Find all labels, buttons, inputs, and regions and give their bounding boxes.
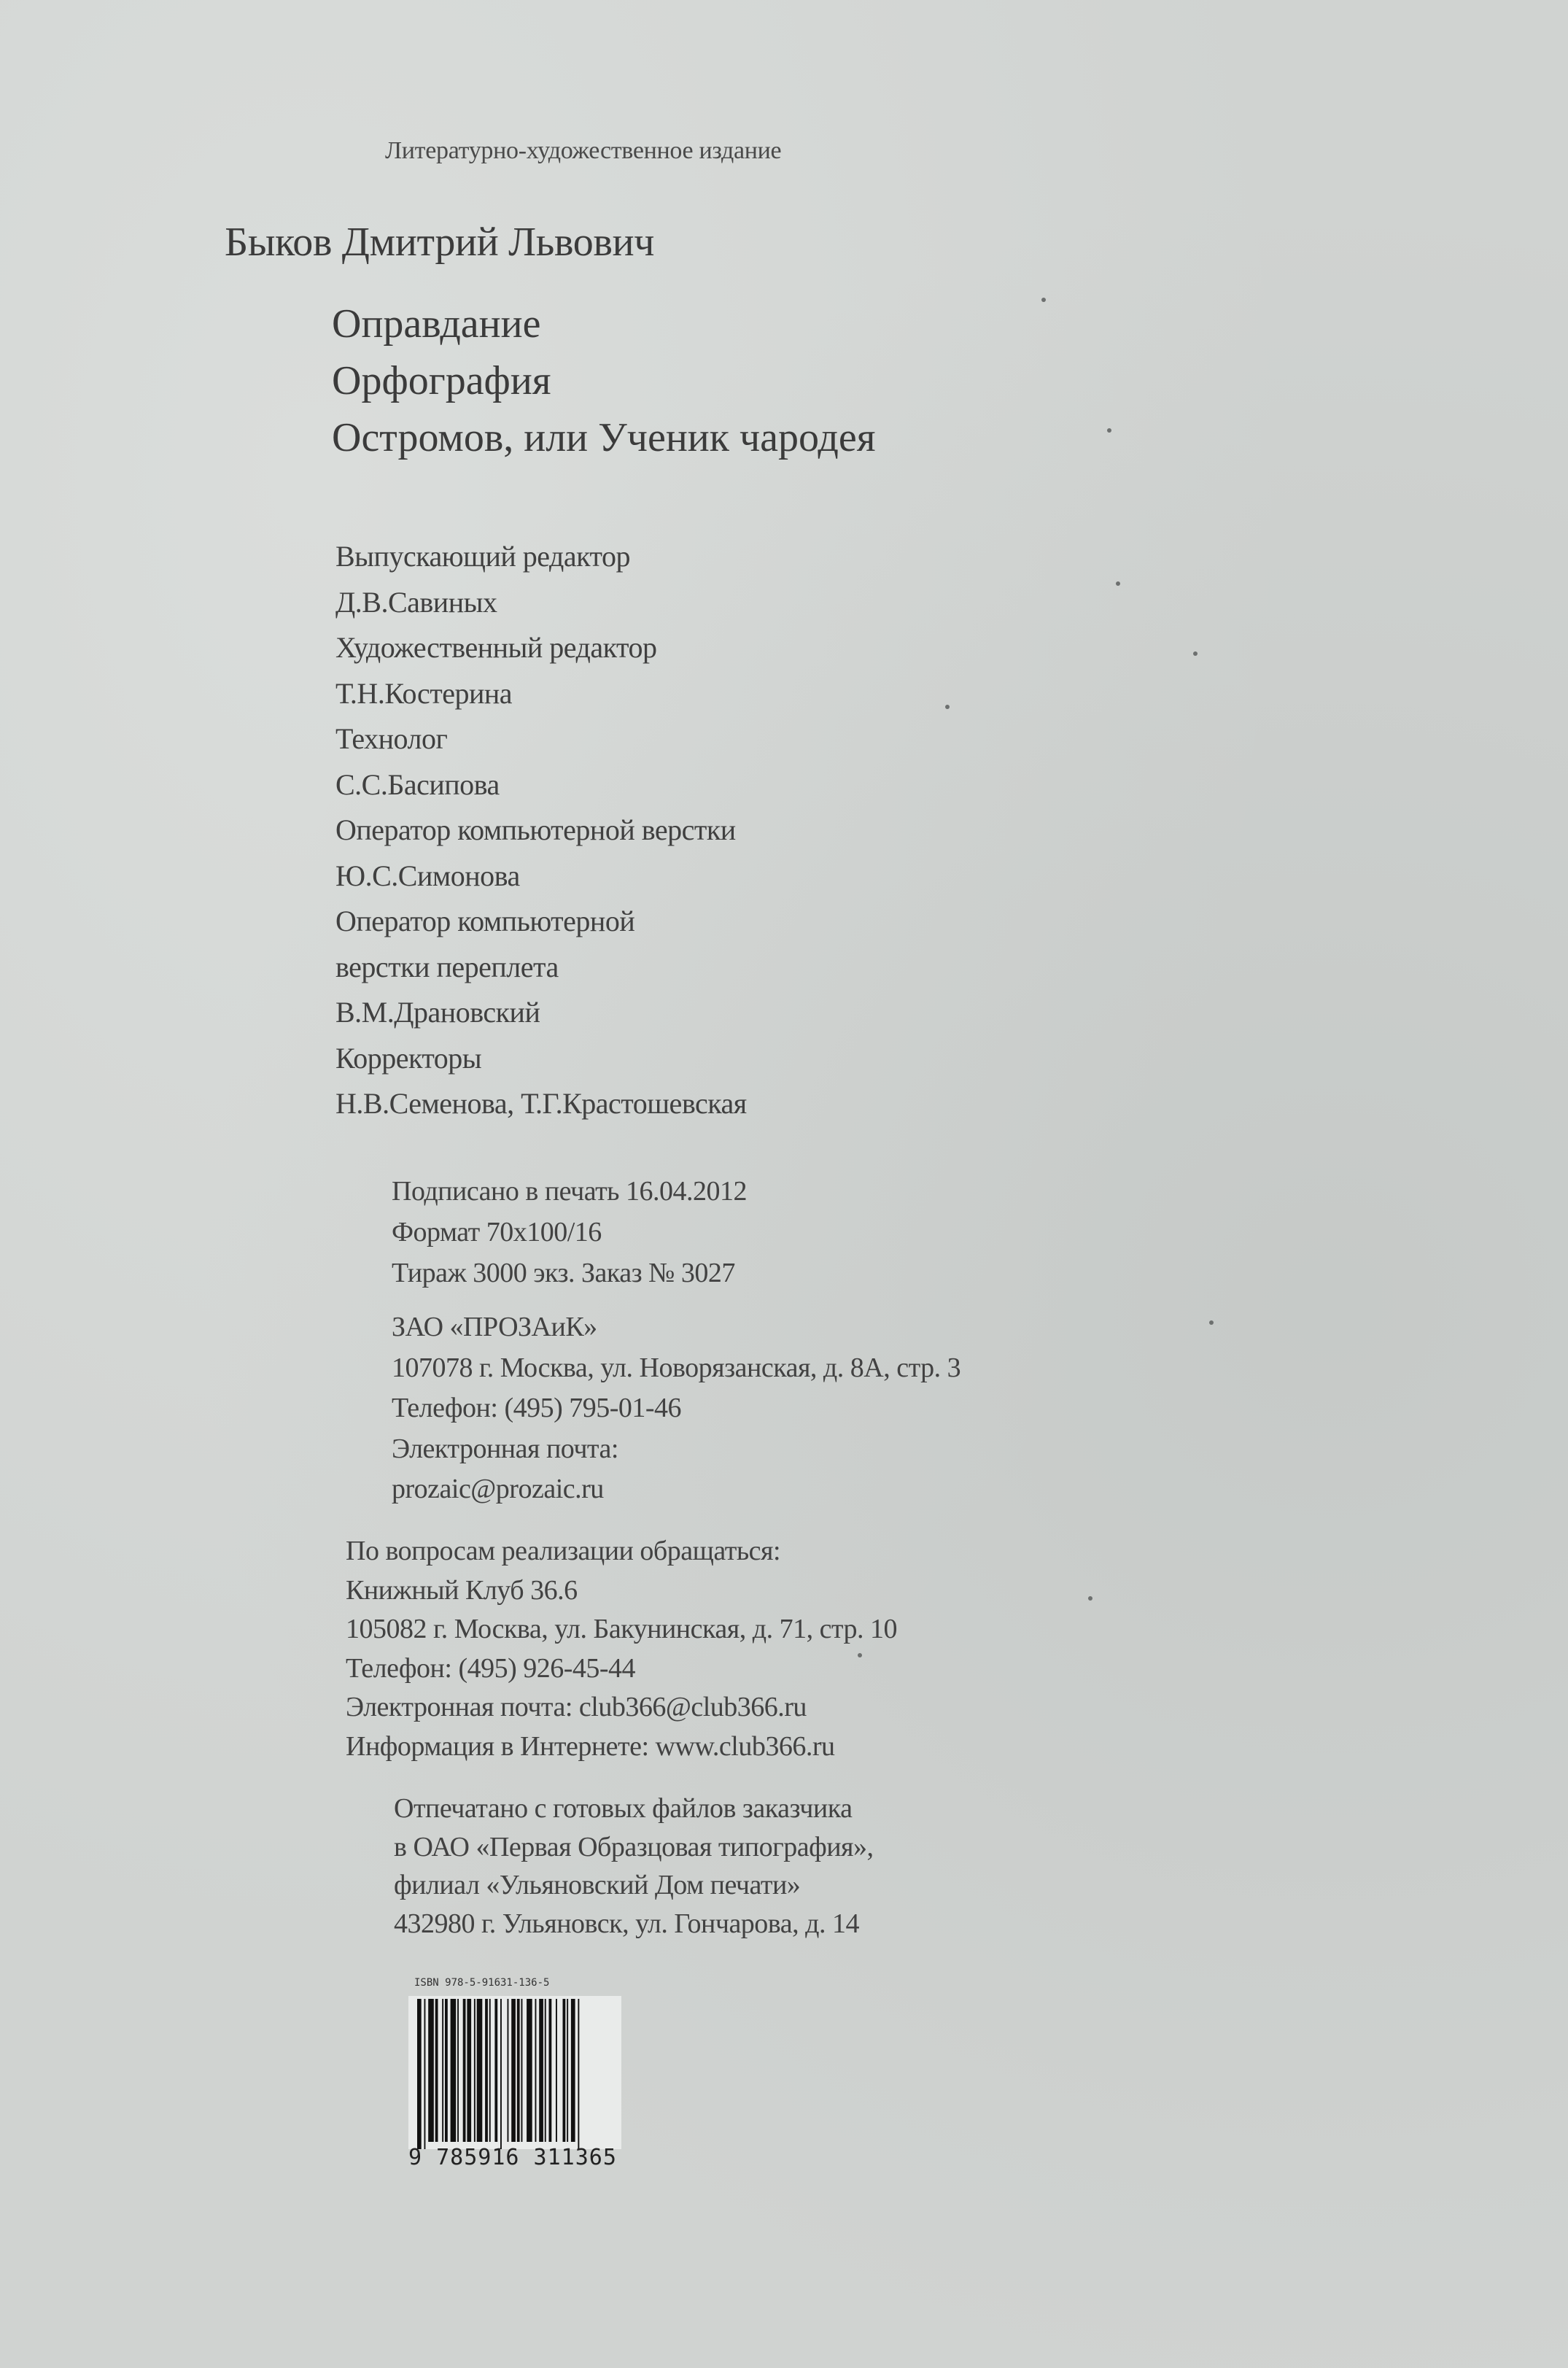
barcode-digits: 9 785916 311365: [408, 2145, 617, 2170]
publisher-name: ЗАО «ПРОЗАиК»: [392, 1312, 597, 1342]
paper-format: Формат 70х100/16: [392, 1217, 602, 1247]
sales-info: [346, 1532, 897, 1766]
credit-person: Н.В.Семенова, Т.Г.Крастошевская: [335, 1087, 747, 1120]
scan-speck: [1107, 428, 1111, 433]
credits-list: [335, 534, 747, 1127]
scan-speck: [1193, 651, 1198, 656]
publisher-email: prozaic@prozaic.ru: [392, 1474, 604, 1504]
isbn-label: ISBN 978-5-91631-136-5: [414, 1977, 550, 1989]
scan-speck: [1116, 581, 1120, 586]
publisher-phone: Телефон: (495) 795-01-46: [392, 1393, 682, 1423]
printer-line: 432980 г. Ульяновск, ул. Гончарова, д. 14: [394, 1908, 859, 1939]
credit-role: Оператор компьютерной: [335, 905, 635, 937]
credit-role: Технолог: [335, 722, 448, 755]
credit-role: Художественный редактор: [335, 631, 657, 664]
isbn-barcode: [408, 1977, 621, 2174]
credit-role: Выпускающий редактор: [335, 540, 630, 573]
edition-type: Литературно-художественное издание: [385, 137, 782, 164]
author-name: Быков Дмитрий Львович: [225, 220, 655, 265]
publisher-info: [392, 1307, 960, 1510]
publisher-address: 107078 г. Москва, ул. Новорязанская, д. 8А, стр. 3: [392, 1352, 961, 1383]
credit-role: Корректоры: [335, 1041, 482, 1075]
printer-line: филиал «Ульяновский Дом печати»: [394, 1870, 801, 1900]
sales-address: 105082 г. Москва, ул. Бакунинская, д. 71, стр. 10: [346, 1614, 898, 1644]
print-info: [392, 1171, 747, 1293]
publisher-email-label: Электронная почта:: [392, 1433, 618, 1464]
credit-role: верстки переплета: [335, 950, 559, 983]
title-item: Орфография: [332, 358, 551, 403]
titles-list: [332, 295, 875, 466]
credit-person: Т.Н.Костерина: [335, 676, 513, 710]
scan-speck: [1088, 1596, 1092, 1601]
credit-role: Оператор компьютерной верстки: [335, 813, 736, 846]
barcode-icon: [408, 1996, 621, 2149]
credit-person: Ю.С.Симонова: [335, 859, 520, 892]
sales-web: Информация в Интернете: www.club366.ru: [346, 1730, 835, 1762]
sales-heading: По вопросам реализации обращаться:: [346, 1536, 781, 1566]
printer-line: Отпечатано с готовых файлов заказчика: [394, 1793, 853, 1824]
credit-person: С.С.Басипова: [335, 767, 500, 801]
credit-person: В.М.Драновский: [335, 996, 540, 1029]
sales-email: Электронная почта: club366@club366.ru: [346, 1692, 807, 1722]
printer-line: в ОАО «Первая Образцовая типография»,: [394, 1831, 874, 1862]
signed-date: Подписано в печать 16.04.2012: [392, 1176, 748, 1207]
scan-speck: [1209, 1320, 1214, 1325]
title-item: Остромов, или Ученик чародея: [332, 415, 876, 460]
scan-speck: [1041, 298, 1046, 302]
printer-info: [394, 1789, 874, 1943]
credit-person: Д.В.Савиных: [335, 585, 497, 619]
title-item: Оправдание: [332, 301, 541, 347]
print-run: Тираж 3000 экз. Заказ № 3027: [392, 1258, 735, 1288]
sales-name: Книжный Клуб 36.6: [346, 1574, 578, 1606]
scan-speck: [945, 705, 950, 709]
sales-phone: Телефон: (495) 926-45-44: [346, 1652, 636, 1684]
